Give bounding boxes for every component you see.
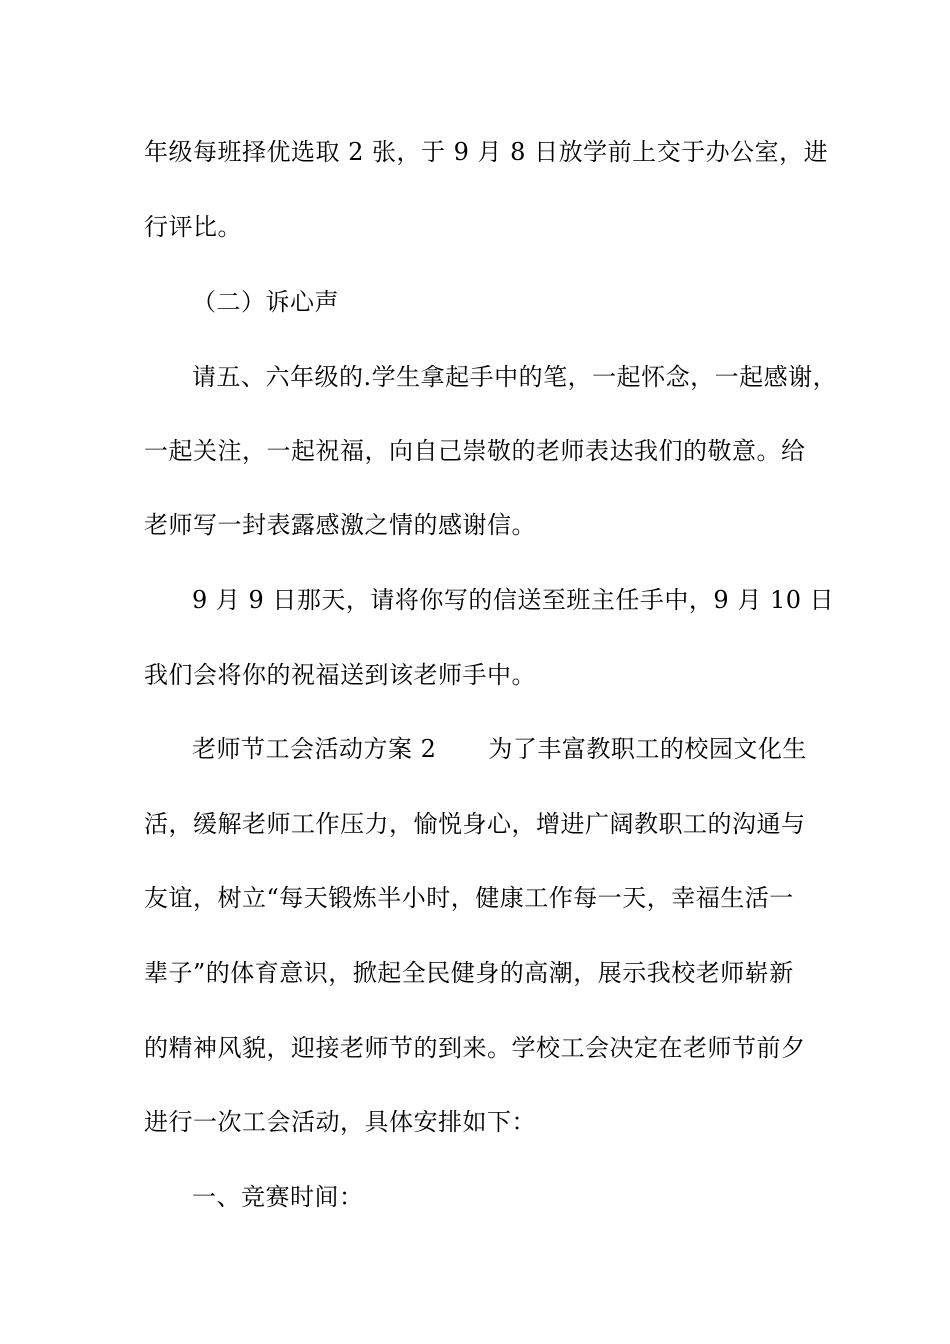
paragraph-line: 行评比。 [144, 213, 242, 241]
plan-title: 老师节工会活动方案 2 [192, 735, 437, 763]
section-heading: （二）诉心声 [192, 288, 339, 316]
paragraph-line: 我们会将你的祝福送到该老师手中。 [144, 661, 536, 689]
paragraph-line: 进行一次工会活动，具体安排如下： [144, 1108, 536, 1136]
paragraph-line: 9 月 9 日那天，请将你写的信送至班主任手中，9 月 10 日 [192, 586, 835, 614]
paragraph-line: 老师写一封表露感激之情的感谢信。 [144, 511, 536, 539]
plan-intro-text: 为了丰富教职工的校园文化生 [488, 735, 807, 763]
paragraph-line: 活，缓解老师工作压力，愉悦身心，增进广阔教职工的沟通与 [144, 810, 806, 838]
paragraph-line: 的精神风貌，迎接老师节的到来。学校工会决定在老师节前夕 [144, 1034, 806, 1062]
paragraph-line: 请五、六年级的.学生拿起手中的笔，一起怀念，一起感谢， [192, 363, 838, 391]
paragraph-line-with-title [192, 734, 807, 764]
section-heading: 一、竞赛时间： [192, 1183, 364, 1211]
paragraph-line: 友谊，树立“每天锻炼半小时，健康工作每一天，幸福生活一 [144, 884, 794, 912]
paragraph-line: 一起关注，一起祝福，向自己崇敬的老师表达我们的敬意。给 [144, 437, 806, 465]
paragraph-line: 年级每班择优选取 2 张，于 9 月 8 日放学前上交于办公室，进 [144, 138, 829, 166]
paragraph-line: 辈子”的体育意识，掀起全民健身的高潮，展示我校老师崭新 [144, 959, 794, 987]
